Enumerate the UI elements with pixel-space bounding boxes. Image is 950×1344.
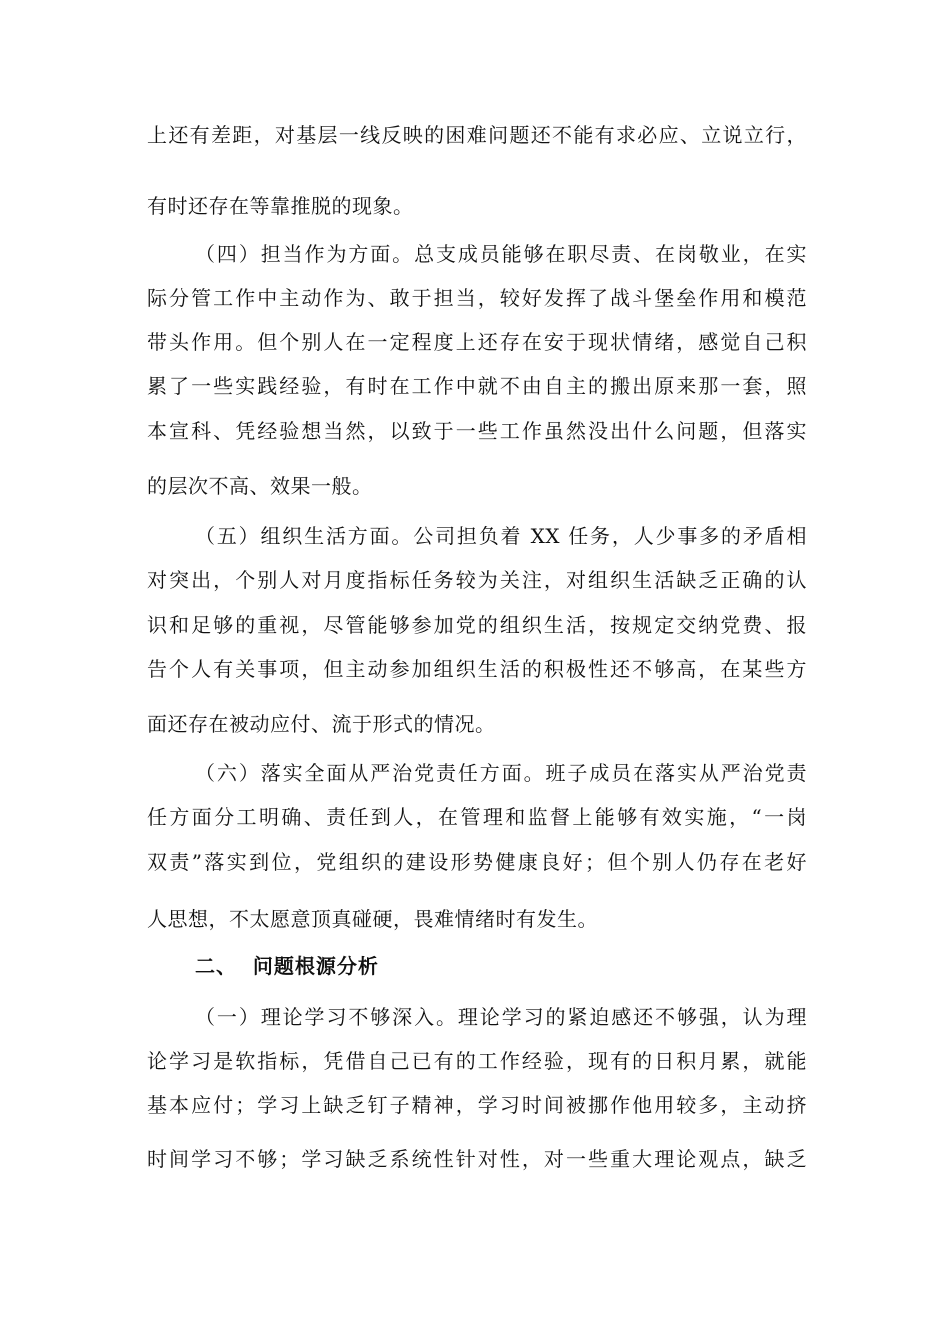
text-line: 有时还存在等靠推脱的现象。 [147, 194, 414, 218]
text-line: 面还存在被动应付、流于形式的情况。 [147, 712, 496, 736]
text-line: 双责”落实到位，党组织的建设形势健康良好；但个别人仍存在老好 [147, 850, 807, 874]
text-line: 论学习是软指标，凭借自己已有的工作经验，现有的日积月累，就能 [147, 1049, 807, 1073]
text-line: 际分管工作中主动作为、敢于担当，较好发挥了战斗堡垒作用和模范 [147, 286, 807, 310]
text-line: 任方面分工明确、责任到人，在管理和监督上能够有效实施，“一岗 [147, 805, 807, 829]
text-line: 识和足够的重视，尽管能够参加党的组织生活，按规定交纳党费、报 [147, 613, 807, 637]
text-line: （四）担当作为方面。总支成员能够在职尽责、在岗敬业，在实 [195, 242, 807, 266]
text-line: 告个人有关事项，但主动参加组织生活的积极性还不够高，在某些方 [147, 657, 807, 681]
text-line: （五）组织生活方面。公司担负着 XX 任务，人少事多的矛盾相 [195, 524, 807, 548]
text-line: 累了一些实践经验，有时在工作中就不由自主的搬出原来那一套，照 [147, 374, 807, 398]
text-line: 时间学习不够；学习缺乏系统性针对性，对一些重大理论观点，缺乏 [147, 1147, 807, 1171]
text-line: （六）落实全面从严治党责任方面。班子成员在落实从严治党责 [195, 761, 807, 785]
section-heading: 二、 问题根源分析 [195, 954, 379, 978]
text-line: 对突出，个别人对月度指标任务较为关注，对组织生活缺乏正确的认 [147, 568, 807, 592]
text-line: 人思想，不太愿意顶真碰硬，畏难情绪时有发生。 [147, 907, 598, 931]
text-line: 基本应付；学习上缺乏钉子精神，学习时间被挪作他用较多，主动挤 [147, 1093, 807, 1117]
text-line: 的层次不高、效果一般。 [147, 474, 373, 498]
text-line: 本宣科、凭经验想当然，以致于一些工作虽然没出什么问题，但落实 [147, 419, 807, 443]
text-line: 带头作用。但个别人在一定程度上还存在安于现状情绪，感觉自己积 [147, 330, 807, 354]
text-line: （一）理论学习不够深入。理论学习的紧迫感还不够强，认为理 [195, 1005, 807, 1029]
text-line: 上还有差距，对基层一线反映的困难问题还不能有求必应、立说立行， [147, 123, 807, 147]
